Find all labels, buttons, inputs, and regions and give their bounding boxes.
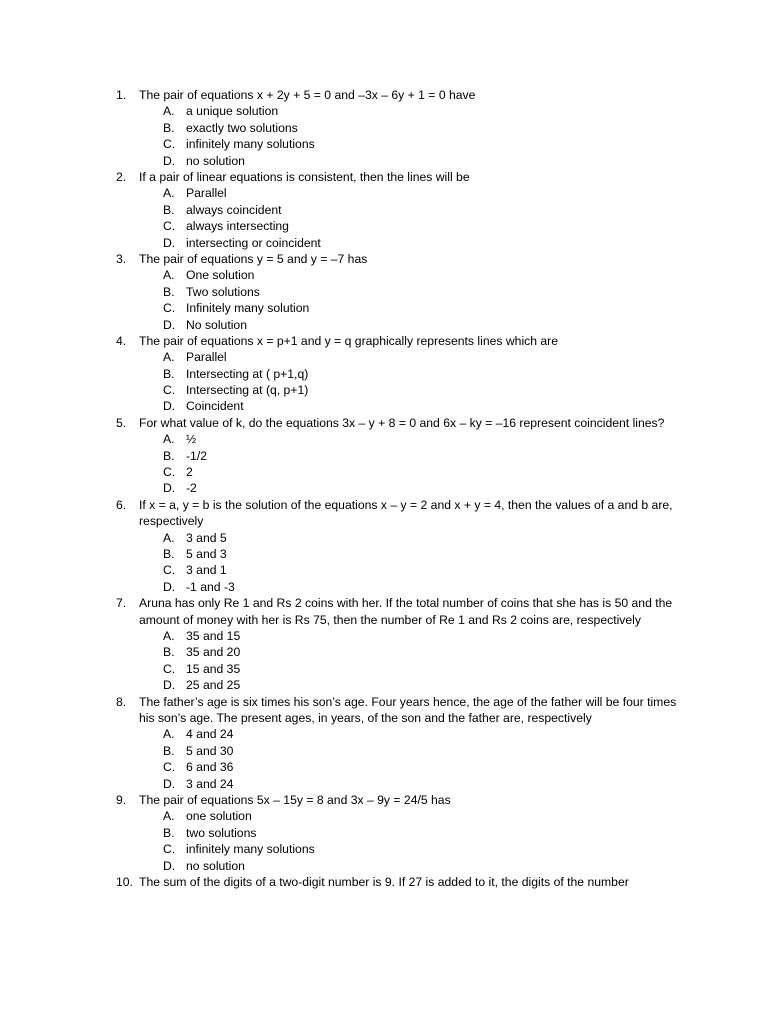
answer-option: [0, 726, 768, 742]
answer-option: [0, 808, 768, 824]
answer-option: [0, 382, 768, 398]
option-list: [0, 185, 768, 251]
option-letter: D.: [163, 481, 176, 496]
answer-option: [0, 661, 768, 677]
question-item: [0, 333, 768, 415]
option-text: two solutions: [186, 825, 257, 840]
answer-option: [0, 366, 768, 382]
question-item: [0, 251, 768, 333]
option-letter: B.: [163, 120, 175, 135]
option-letter: C.: [163, 219, 176, 234]
answer-option: [0, 759, 768, 775]
answer-option: [0, 398, 768, 414]
option-text: Coincident: [186, 399, 244, 414]
answer-option: [0, 743, 768, 759]
option-text: Intersecting at ( p+1,q): [186, 366, 309, 381]
question-text: For what value of k, do the equations 3x – y + 8 = 0 and 6x – ky = –16 represent coincident lines?: [139, 415, 665, 430]
option-letter: D.: [163, 776, 176, 791]
option-list: [0, 808, 768, 874]
option-text: No solution: [186, 317, 247, 332]
option-letter: C.: [163, 383, 176, 398]
answer-option: [0, 546, 768, 562]
option-letter: B.: [163, 366, 175, 381]
answer-option: [0, 120, 768, 136]
answer-option: [0, 202, 768, 218]
answer-option: [0, 284, 768, 300]
option-letter: D.: [163, 579, 176, 594]
question-item: [0, 87, 768, 169]
answer-option: [0, 677, 768, 693]
option-list: [0, 628, 768, 694]
question-text: The sum of the digits of a two-digit number is 9. If 27 is added to it, the digits of the number: [139, 874, 629, 889]
option-text: Parallel: [186, 350, 227, 365]
answer-option: [0, 530, 768, 546]
option-text: always intersecting: [186, 219, 289, 234]
answer-option: [0, 464, 768, 480]
answer-option: [0, 448, 768, 464]
option-letter: C.: [163, 301, 176, 316]
question-number: 4.: [116, 333, 127, 348]
question-item: [0, 874, 768, 890]
answer-option: [0, 267, 768, 283]
question-item: [0, 415, 768, 497]
option-letter: B.: [163, 547, 175, 562]
question-item: [0, 497, 768, 595]
question-text: The pair of equations y = 5 and y = –7 has: [139, 251, 368, 266]
option-letter: C.: [163, 563, 176, 578]
option-text: One solution: [186, 268, 255, 283]
option-letter: B.: [163, 202, 175, 217]
option-text: -2: [186, 481, 197, 496]
option-text: Parallel: [186, 186, 227, 201]
option-text: ½: [186, 432, 197, 447]
option-letter: D.: [163, 317, 176, 332]
option-text: Two solutions: [186, 284, 260, 299]
question-text: If x = a, y = b is the solution of the equations x – y = 2 and x + y = 4, then the values of a and b are, respectively: [139, 497, 673, 529]
option-letter: C.: [163, 661, 176, 676]
answer-option: [0, 858, 768, 874]
option-text: a unique solution: [186, 104, 279, 119]
option-text: -1 and -3: [186, 579, 235, 594]
option-letter: A.: [163, 530, 175, 545]
answer-option: [0, 185, 768, 201]
option-text: -1/2: [186, 448, 208, 463]
option-list: [0, 530, 768, 596]
answer-option: [0, 562, 768, 578]
question-item: [0, 169, 768, 251]
option-list: [0, 431, 768, 497]
option-text: intersecting or coincident: [186, 235, 321, 250]
option-letter: A.: [163, 432, 175, 447]
answer-option: [0, 480, 768, 496]
option-letter: D.: [163, 678, 176, 693]
option-letter: D.: [163, 153, 176, 168]
option-list: [0, 349, 768, 415]
option-text: infinitely many solutions: [186, 842, 315, 857]
option-text: 4 and 24: [186, 727, 234, 742]
question-number: 2.: [116, 169, 127, 184]
question-text: The father’s age is six times his son’s age. Four years hence, the age of the father will be four times his son’s age. The present ages, in years, of the son and the father are, respectively: [139, 694, 677, 725]
option-letter: D.: [163, 235, 176, 250]
answer-option: [0, 300, 768, 316]
option-text: exactly two solutions: [186, 120, 298, 135]
option-text: one solution: [186, 809, 252, 824]
option-letter: D.: [163, 858, 176, 873]
question-number: 1.: [116, 88, 127, 102]
option-text: no solution: [186, 858, 245, 873]
answer-option: [0, 628, 768, 644]
option-letter: B.: [163, 645, 175, 660]
option-text: 3 and 1: [186, 563, 227, 578]
answer-option: [0, 218, 768, 234]
option-letter: C.: [163, 842, 176, 857]
option-list: [0, 267, 768, 333]
option-letter: A.: [163, 629, 175, 644]
option-text: Infinitely many solution: [186, 301, 310, 316]
question-text: If a pair of linear equations is consistent, then the lines will be: [139, 169, 470, 184]
option-text: 35 and 20: [186, 645, 241, 660]
answer-option: [0, 644, 768, 660]
question-item: [0, 694, 768, 792]
option-letter: B.: [163, 825, 175, 840]
question-number: 7.: [116, 596, 127, 611]
option-list: [0, 726, 768, 792]
option-letter: A.: [163, 350, 175, 365]
option-letter: B.: [163, 743, 175, 758]
answer-option: [0, 776, 768, 792]
question-number: 3.: [116, 251, 127, 266]
answer-option: [0, 825, 768, 841]
question-number: 9.: [116, 792, 127, 807]
option-text: 6 and 36: [186, 760, 234, 775]
option-letter: A.: [163, 727, 175, 742]
option-letter: C.: [163, 760, 176, 775]
option-letter: B.: [163, 284, 175, 299]
option-text: Intersecting at (q, p+1): [186, 383, 309, 398]
question-text: The pair of equations x + 2y + 5 = 0 and –3x – 6y + 1 = 0 have: [139, 88, 476, 102]
question-text: The pair of equations 5x – 15y = 8 and 3x – 9y = 24/5 has: [139, 792, 451, 807]
option-letter: C.: [163, 465, 176, 480]
option-letter: A.: [163, 268, 175, 283]
answer-option: [0, 235, 768, 251]
option-letter: D.: [163, 399, 176, 414]
question-item: [0, 792, 768, 874]
option-letter: A.: [163, 186, 175, 201]
option-text: 3 and 24: [186, 776, 234, 791]
question-number: 10.: [116, 874, 133, 889]
question-text: Aruna has only Re 1 and Rs 2 coins with her. If the total number of coins that she has is 50 and the amount of money with her is Rs 75, then the number of Re 1 and Rs 2 coins are, respectively: [139, 596, 673, 627]
answer-option: [0, 431, 768, 447]
option-text: 3 and 5: [186, 530, 227, 545]
question-list: [0, 87, 768, 890]
answer-option: [0, 841, 768, 857]
option-text: no solution: [186, 153, 245, 168]
answer-option: [0, 136, 768, 152]
option-text: 15 and 35: [186, 661, 241, 676]
question-number: 6.: [116, 497, 127, 512]
question-item: [0, 595, 768, 693]
answer-option: [0, 579, 768, 595]
option-letter: A.: [163, 809, 175, 824]
option-letter: A.: [163, 104, 175, 119]
option-list: [0, 103, 768, 169]
option-text: infinitely many solutions: [186, 137, 315, 152]
question-number: 8.: [116, 694, 127, 709]
answer-option: [0, 349, 768, 365]
answer-option: [0, 103, 768, 119]
option-letter: C.: [163, 137, 176, 152]
option-text: 2: [186, 465, 193, 480]
question-text: The pair of equations x = p+1 and y = q graphically represents lines which are: [139, 333, 559, 348]
option-text: 5 and 3: [186, 547, 227, 562]
option-text: always coincident: [186, 202, 282, 217]
option-text: 25 and 25: [186, 678, 241, 693]
option-text: 35 and 15: [186, 629, 241, 644]
option-letter: B.: [163, 448, 175, 463]
question-number: 5.: [116, 415, 127, 430]
answer-option: [0, 317, 768, 333]
option-text: 5 and 30: [186, 743, 234, 758]
answer-option: [0, 153, 768, 169]
